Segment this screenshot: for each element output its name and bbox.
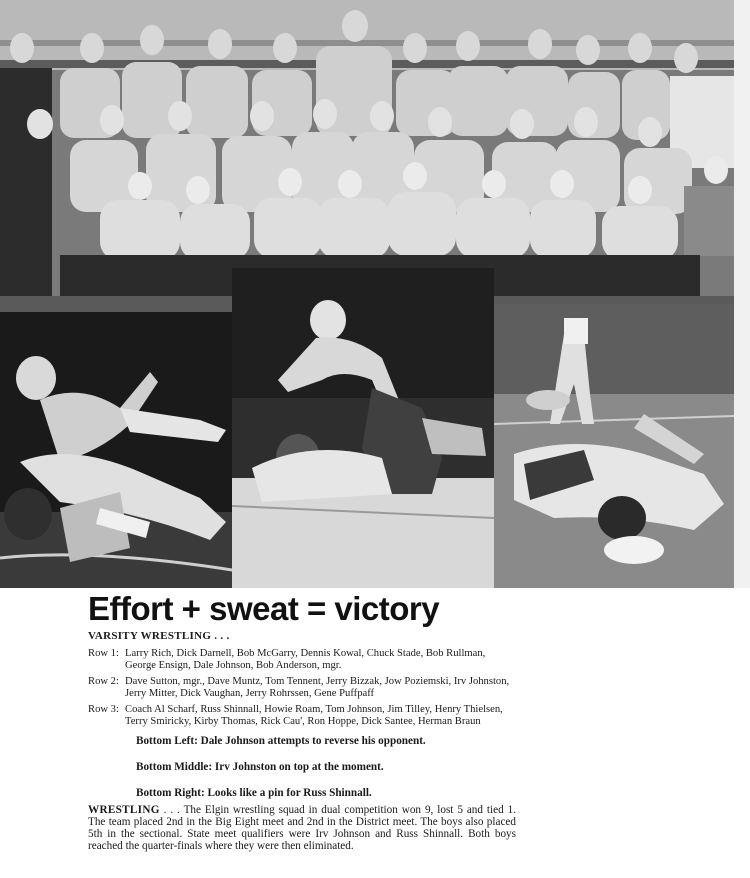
roster-row [88,676,516,700]
roster-row [88,648,516,672]
caption-bottom-left: Bottom Left: Dale Johnson attempts to reverse his opponent. [136,735,426,747]
roster-row-names: Larry Rich, Dick Darnell, Bob McGarry, Dennis Kowal, Chuck Stade, Bob Rullman, George Ensign, Dale Johnson, Bob Anderson, mgr. [125,648,486,671]
roster-row-names: Coach Al Scharf, Russ Shinnall, Howie Roam, Tom Johnson, Jim Tilley, Henry Thielsen, Terry Smiricky, Kirby Thomas, Rick Cau', Ron Hoppe, Dick Santee, Herman Braun [125,704,503,727]
roster [88,648,516,732]
article-lead: WRESTLING [88,804,160,816]
roster-row-label: Row 2: [88,676,119,687]
caption-bottom-right: Bottom Right: Looks like a pin for Russ Shinnall. [136,787,372,799]
roster-row-label: Row 1: [88,648,119,659]
roster-row [88,704,516,728]
roster-row-label: Row 3: [88,704,119,715]
article-body [88,804,516,852]
roster-row-names: Dave Sutton, mgr., Dave Muntz, Tom Tennent, Jerry Bizzak, Jow Poziemski, Irv Johnston, Jerry Mitter, Dick Vaughan, Jerry Rohrssen, Gene Puffpaff [125,676,510,699]
article-text: . . . The Elgin wrestling squad in dual competition won 9, lost 5 and tied 1. The team placed 2nd in the Big Eight meet and 2nd in the District meet. The boys also placed 5th in the sectional. State meet qualifiers were Irv Johnson and Russ Shinnall. Both boys reached the quarter-finals where they were then eliminated. [88,804,516,852]
bottom-middle-photo [232,268,494,588]
caption-bottom-middle: Bottom Middle: Irv Johnston on top at the moment. [136,761,384,773]
bottom-left-photo [0,312,232,588]
bottom-right-photo [494,304,734,588]
subhead: VARSITY WRESTLING . . . [88,630,230,642]
headline: Effort + sweat = victory [88,590,440,627]
page-edge [734,0,750,588]
team-photo [0,0,734,312]
